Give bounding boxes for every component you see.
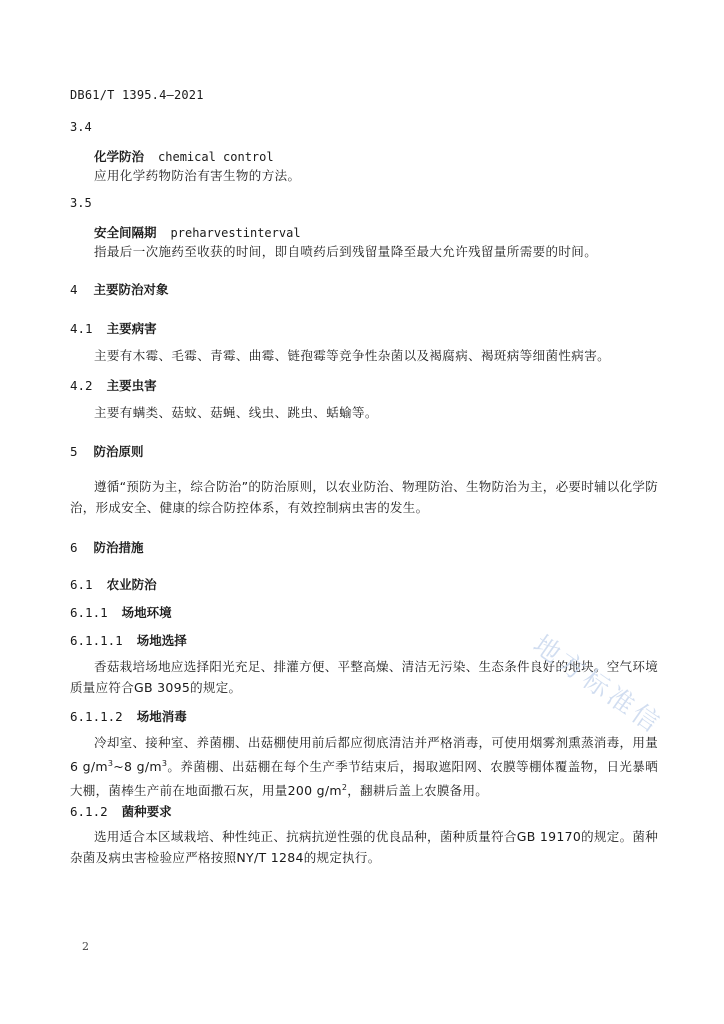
heading-6-1-2: 6.1.2 菌种要求 <box>70 804 172 819</box>
term-zh: 化学防治 <box>94 149 145 164</box>
text-5: 遵循“预防为主，综合防治”的防治原则，以农业防治、物理防治、生物防治为主，必要时辅以化学防治，形成安全、健康的综合防控体系，有效控制病虫害的发生。 <box>70 479 658 515</box>
heading-6-1-1-1: 6.1.1.1 场地选择 <box>70 633 187 648</box>
term-3-4 <box>94 147 274 165</box>
page-number: 2 <box>82 940 89 953</box>
clause-number-3-5: 3.5 <box>70 196 92 210</box>
definition-3-5: 指最后一次施药至收获的时间，即自喷药后到残留量降至最大允许残留量所需要的时间。 <box>94 244 598 259</box>
text-6-1-1-2: 冷却室、接种室、养菌棚、出菇棚使用前后都应彻底清洁并严格消毒，可使用烟雾剂熏蒸消毒，用量6 $g/m^3\sim 8$ $g/m^3$。养菌棚、出菇棚在每个生产季节结束后，揭取遮阳网、农膜等棚体覆盖物，日光暴晒大棚，菌棒生产前在地面撒石灰，用量200 $g/m^2$，翻耕后盖上农膜备用。 <box>70 735 659 799</box>
term-en: chemical control <box>158 150 274 164</box>
document-code: DB61/T 1395.4—2021 <box>70 88 204 102</box>
watermark: 地方标准信 <box>527 629 668 741</box>
term-en: preharvestinterval <box>170 226 301 240</box>
text-4-2: 主要有螨类、菇蚊、菇蝇、线虫、跳虫、蛞蝓等。 <box>94 405 378 420</box>
term-zh: 安全间隔期 <box>94 225 157 240</box>
term-3-5 <box>94 223 301 241</box>
heading-5: 5 防治原则 <box>70 444 144 459</box>
definition-3-4: 应用化学药物防治有害生物的方法。 <box>94 168 301 183</box>
heading-4-2: 4.2 主要虫害 <box>70 378 157 393</box>
heading-6-1: 6.1 农业防治 <box>70 577 157 592</box>
clause-number-3-4: 3.4 <box>70 120 92 134</box>
heading-6-1-1-2: 6.1.1.2 场地消毒 <box>70 709 187 724</box>
text-4-1: 主要有木霉、毛霉、青霉、曲霉、链孢霉等竞争性杂菌以及褐腐病、褐斑病等细菌性病害。 <box>94 348 611 363</box>
heading-6: 6 防治措施 <box>70 540 144 555</box>
text-6-1-2: 选用适合本区域栽培、种性纯正、抗病抗逆性强的优良品种，菌种质量符合GB 19170的规定。菌种杂菌及病虫害检验应严格按照NY/T 1284的规定执行。 <box>70 829 658 865</box>
heading-4-1: 4.1 主要病害 <box>70 321 157 336</box>
heading-6-1-1: 6.1.1 场地环境 <box>70 605 172 620</box>
heading-4: 4 主要防治对象 <box>70 282 169 297</box>
text-6-1-1-1: 香菇栽培场地应选择阳光充足、排灌方便、平整高燥、清洁无污染、生态条件良好的地块。空气环境质量应符合GB 3095的规定。 <box>70 659 658 695</box>
